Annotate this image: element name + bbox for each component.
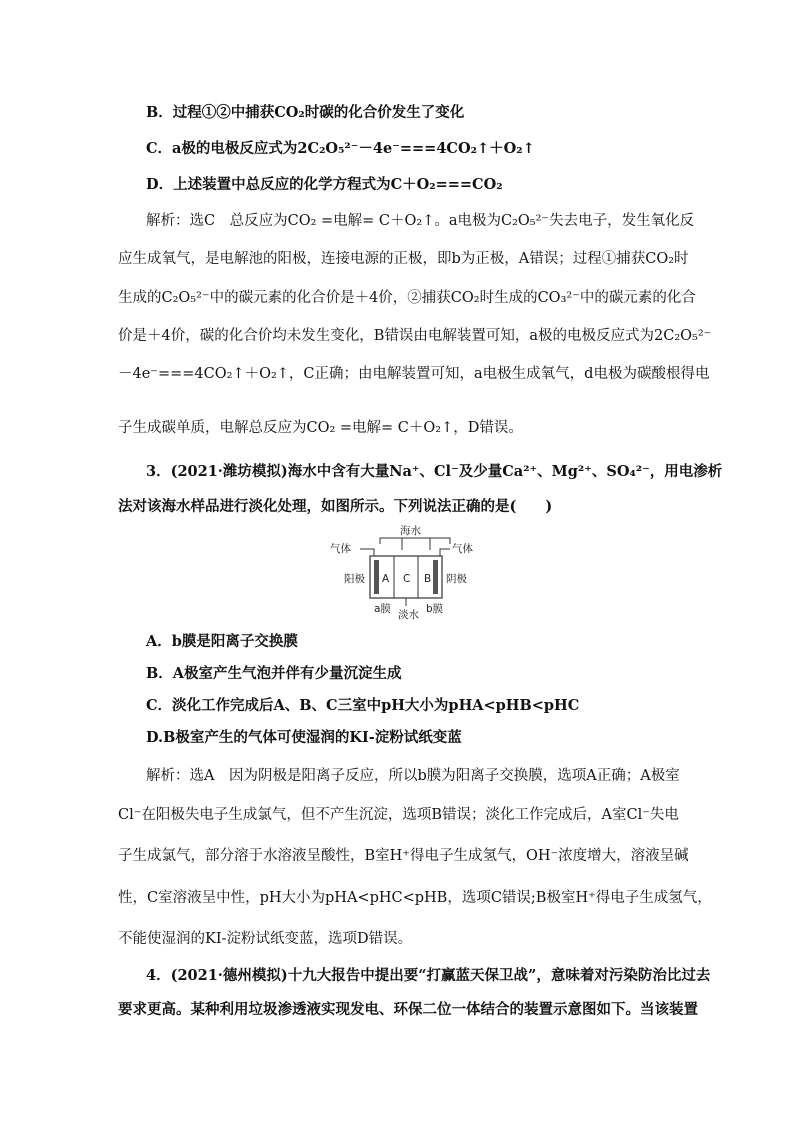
diagram-fresh-water-label: 淡水 bbox=[398, 609, 419, 621]
cathode-plate bbox=[433, 560, 438, 594]
q3-stem-line-1: 3．(2021·潍坊模拟)海水中含有大量Na⁺、Cl⁻及少量Ca²⁺、Mg²⁺、SO₄²⁻，用电渗析 bbox=[146, 463, 723, 480]
q2-analysis-line-5: －4e⁻===4CO₂↑＋O₂↑，C正确；由电解装置可知，a电极生成氧气，d电极为碳酸根得电 bbox=[118, 366, 710, 382]
diagram-membrane-a-label: a膜 bbox=[374, 603, 391, 615]
q2-option-c: C．a极的电极反应式为2C₂O₅²⁻－4e⁻===4CO₂↑＋O₂↑ bbox=[146, 140, 535, 157]
diagram-seawater-label: 海水 bbox=[400, 525, 421, 537]
q2-option-d: D．上述装置中总反应的化学方程式为C＋O₂===CO₂ bbox=[146, 176, 503, 193]
diagram-room-c: C bbox=[403, 573, 411, 585]
q2-analysis-line-4: 价是＋4价，碳的化合价均未发生变化，B错误由电解装置可知，a极的电极反应式为2C₂O₅²⁻ bbox=[118, 328, 712, 344]
diagram-room-a: A bbox=[382, 573, 390, 585]
q2-analysis-line-2: 应生成氧气，是电解池的阳极，连接电源的正极，即b为正极，A错误；过程①捕获CO₂时 bbox=[118, 251, 689, 267]
q3-analysis-line-1: 解析：选A 因为阴极是阳离子反应，所以b膜为阳离子交换膜，选项A正确；A极室 bbox=[146, 768, 680, 784]
anode-plate bbox=[374, 560, 379, 594]
q3-option-d: D.B极室产生的气体可使湿润的KI-淀粉试纸变蓝 bbox=[146, 729, 462, 746]
q2-analysis-line-3: 生成的C₂O₅²⁻中的碳元素的化合价是＋4价，②捕获CO₂时生成的CO₃²⁻中的碳元素的化合 bbox=[118, 290, 696, 306]
q2-analysis-line-1: 解析：选C 总反应为CO₂ =电解= C＋O₂↑。a电极为C₂O₅²⁻失去电子，发生氧化反 bbox=[146, 213, 695, 229]
q3-analysis-line-3: 子生成氯气，部分溶于水溶液呈酸性，B室H⁺得电子生成氢气，OH⁻浓度增大，溶液呈碱 bbox=[118, 848, 689, 864]
diagram-room-b: B bbox=[424, 573, 432, 585]
q3-stem-line-2: 法对该海水样品进行淡化处理，如图所示。下列说法正确的是( ) bbox=[118, 498, 553, 515]
q3-analysis-line-2: Cl⁻在阳极失电子生成氯气，但不产生沉淀，选项B错误；淡化工作完成后，A室Cl⁻失电 bbox=[118, 807, 679, 823]
q3-analysis-line-4: 性，C室溶液呈中性，pH大小为pHA<pHC<pHB，选项C错误;B极室H⁺得电子生成氢气， bbox=[118, 890, 712, 906]
gas-outlet-left bbox=[360, 549, 374, 556]
seawater-inlet-pipe bbox=[380, 538, 450, 544]
q3-option-a: A．b膜是阳离子交换膜 bbox=[146, 633, 298, 650]
q3-option-c: C．淡化工作完成后A、B、C三室中pH大小为pHA<pHB<pHC bbox=[146, 697, 580, 714]
diagram-gas-right: 气体 bbox=[452, 543, 473, 555]
electrodialysis-diagram bbox=[330, 522, 480, 622]
q3-analysis-line-5: 不能使湿润的KI-淀粉试纸变蓝，选项D错误。 bbox=[118, 931, 413, 947]
gas-outlet-right bbox=[440, 549, 450, 556]
q4-stem-line-2: 要求更高。某种利用垃圾渗透液实现发电、环保二位一体结合的装置示意图如下。当该装置 bbox=[118, 1001, 698, 1018]
diagram-anode-label: 阳极 bbox=[344, 573, 365, 585]
q2-analysis-line-6: 子生成碳单质，电解总反应为CO₂ =电解= C＋O₂↑，D错误。 bbox=[118, 420, 523, 436]
q3-option-b: B．A极室产生气泡并伴有少量沉淀生成 bbox=[146, 665, 402, 682]
q4-stem-line-1: 4．(2021·德州模拟)十九大报告中提出要“打赢蓝天保卫战”，意味着对污染防治比过去 bbox=[146, 967, 711, 984]
diagram-gas-left: 气体 bbox=[330, 543, 351, 555]
diagram-membrane-b-label: b膜 bbox=[426, 603, 444, 615]
diagram-cathode-label: 阴极 bbox=[446, 573, 467, 585]
q2-option-b: B．过程①②中捕获CO₂时碳的化合价发生了变化 bbox=[146, 104, 465, 121]
